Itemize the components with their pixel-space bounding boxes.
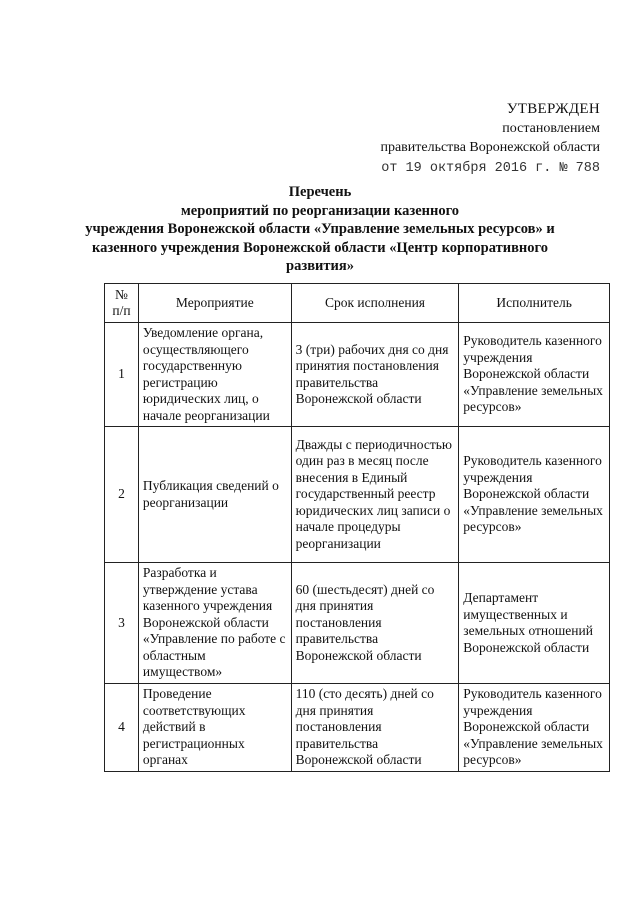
- row-num: 2: [105, 427, 139, 563]
- row-num: 4: [105, 684, 139, 772]
- row-event: Публикация сведений о реорганизации: [138, 427, 291, 563]
- title-line-3: учреждения Воронежской области «Управление земельных ресурсов» и: [85, 221, 555, 237]
- header-executor: Исполнитель: [459, 284, 610, 323]
- approval-date: от 19 октября 2016 г. № 788: [381, 161, 600, 176]
- title-line-2: мероприятий по реорганизации казенного: [180, 202, 460, 219]
- row-executor: Руководитель казенного учреждения Воронежской области «Управление земельных ресурсов»: [459, 427, 610, 563]
- table-header-row: [105, 284, 610, 323]
- header-num: № п/п: [105, 284, 139, 323]
- table-row: [105, 323, 610, 427]
- row-deadline: Дважды с периодичностью один раз в месяц после внесения в Единый государственный реестр юридических лиц записи о начале процедуры реорганизации: [291, 427, 459, 563]
- row-deadline: 60 (шестьдесят) дней со дня принятия постановления правительства Воронежской области: [291, 563, 459, 684]
- approval-line-2: правительства Воронежской области: [380, 140, 600, 155]
- header-deadline: Срок исполнения: [291, 284, 459, 323]
- table-row: [105, 684, 610, 772]
- row-event: Проведение соответствующих действий в регистрационных органах: [138, 684, 291, 772]
- row-executor: Департамент имущественных и земельных отношений Воронежской области: [459, 563, 610, 684]
- approval-line-1: постановлением: [502, 121, 600, 136]
- row-event: Уведомление органа, осуществляющего государственную регистрацию юридических лиц, о начале реорганизации: [138, 323, 291, 427]
- row-deadline: 110 (сто десять) дней со дня принятия постановления правительства Воронежской области: [291, 684, 459, 772]
- title-line-4: казенного учреждения Воронежской области «Центр корпоративного: [92, 239, 548, 256]
- events-table: [104, 283, 610, 772]
- table-row: [105, 563, 610, 684]
- row-num: 3: [105, 563, 139, 684]
- table-row: [105, 427, 610, 563]
- title-line-5: развития»: [286, 258, 354, 274]
- header-event: Мероприятие: [138, 284, 291, 323]
- row-event: Разработка и утверждение устава казенного учреждения Воронежской области «Управление по работе с областным имуществом»: [138, 563, 291, 684]
- document-title: [60, 183, 580, 276]
- row-executor: Руководитель казенного учреждения Воронежской области «Управление земельных ресурсов»: [459, 323, 610, 427]
- row-deadline: 3 (три) рабочих дня со дня принятия постановления правительства Воронежской области: [291, 323, 459, 427]
- row-executor: Руководитель казенного учреждения Воронежской области «Управление земельных ресурсов»: [459, 684, 610, 772]
- row-num: 1: [105, 323, 139, 427]
- approval-block: [380, 100, 600, 178]
- approval-heading: УТВЕРЖДЕН: [506, 101, 600, 117]
- title-line-1: Перечень: [288, 184, 352, 200]
